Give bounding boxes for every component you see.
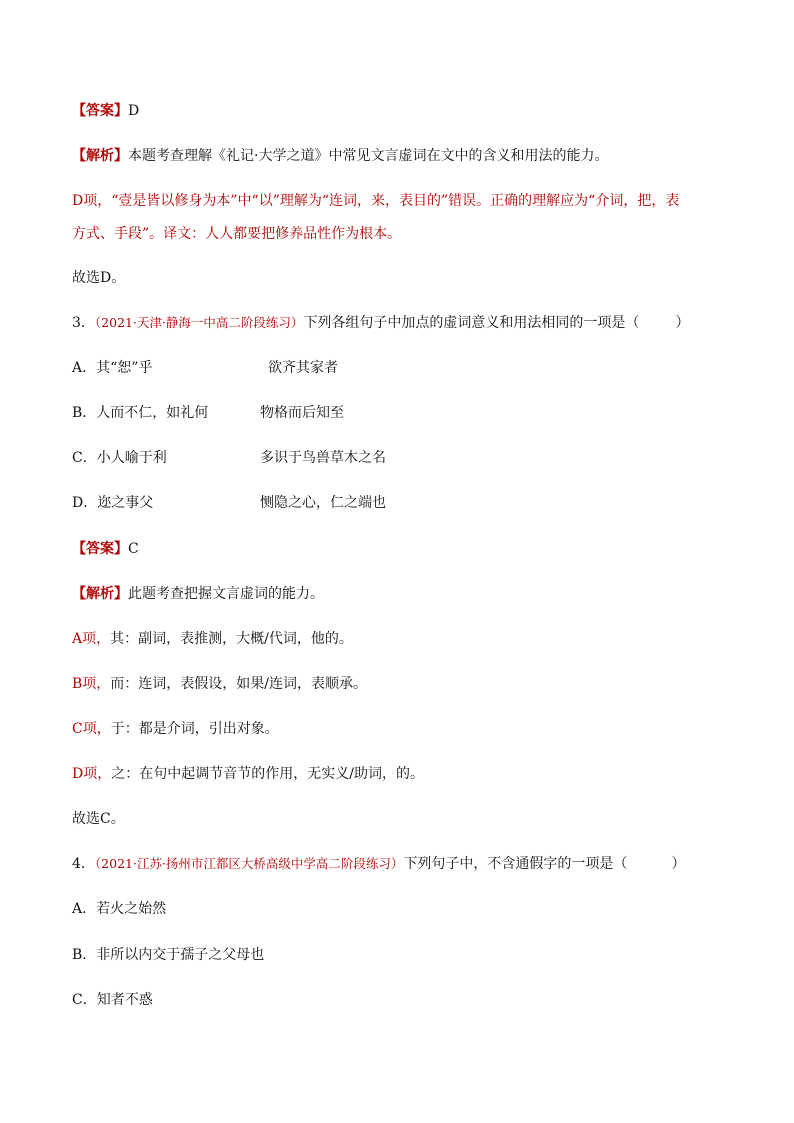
option-label: B． xyxy=(72,405,97,421)
answer-tag: 【答案】 xyxy=(72,541,128,557)
option-right-text: 物格而后知至 xyxy=(260,405,344,421)
item-key: C项， xyxy=(72,721,111,737)
option-label: C． xyxy=(72,450,97,466)
analysis-item-a xyxy=(72,629,353,649)
option-a xyxy=(72,358,338,378)
analysis-line xyxy=(72,584,324,604)
item-text: 之：在句中起调节音节的作用，无实义/助词，的。 xyxy=(111,766,424,782)
item-key: B项， xyxy=(72,676,111,692)
item-key: D项， xyxy=(72,766,112,782)
item-text: 其：副词，表推测，大概/代词，他的。 xyxy=(110,631,353,647)
option-label: C． xyxy=(72,992,97,1008)
explanation-line-1: D项，“壹是皆以修身为本”中“以”理解为“连词，来，表目的”错误。正确的理解应为“介词，把，表 xyxy=(72,193,680,209)
question-text: 下列句子中，不含通假字的一项是（ xyxy=(403,856,628,872)
question-source: （2021·江苏·扬州市江都区大桥高级中学高二阶段练习） xyxy=(94,856,404,871)
question-text: 下列各组句子中加点的虚词意义和用法相同的一项是（ xyxy=(303,315,640,331)
option-left-text: 人而不仁，如礼何 xyxy=(96,405,209,421)
paren-close: ） xyxy=(675,315,690,331)
question-number: 3． xyxy=(72,315,95,331)
conclusion-line: 故选D。 xyxy=(72,270,126,286)
option-right-text: 欲齐其家者 xyxy=(268,360,338,376)
option-b xyxy=(72,945,264,965)
conclusion-line: 故选C。 xyxy=(72,811,125,827)
option-label: A． xyxy=(72,901,97,917)
option-text: 非所以内交于孺子之父母也 xyxy=(96,947,265,963)
option-left-text: 小人喻于利 xyxy=(96,450,167,466)
analysis-tag: 【解析】 xyxy=(72,148,128,164)
analysis-item-c xyxy=(72,719,279,739)
answer-value: D xyxy=(128,103,140,119)
option-c xyxy=(72,448,386,468)
answer-line xyxy=(72,539,139,559)
option-text: 知者不惑 xyxy=(96,992,153,1008)
paren-close: ） xyxy=(671,856,686,872)
option-label: D． xyxy=(72,495,98,511)
question-4-stem xyxy=(72,854,685,874)
explanation-line-2: 方式、手段”。译文：人人都要把修养品性作为根本。 xyxy=(72,226,402,242)
option-c xyxy=(72,990,153,1010)
analysis-text: 本题考查理解《礼记·大学之道》中常见文言虚词在文中的含义和用法的能力。 xyxy=(128,148,609,164)
option-left-text: 迩之事父 xyxy=(97,495,154,511)
answer-line xyxy=(72,101,139,121)
analysis-line xyxy=(72,146,608,166)
option-right-text: 恻隐之心，仁之端也 xyxy=(260,495,386,511)
option-a xyxy=(72,899,166,919)
item-text: 而：连词，表假设，如果/连词，表顺承。 xyxy=(110,676,368,692)
analysis-tag: 【解析】 xyxy=(72,586,128,602)
option-d xyxy=(72,493,386,513)
item-key: A项， xyxy=(72,631,111,647)
question-3-stem xyxy=(72,313,689,333)
option-label: A． xyxy=(72,360,97,376)
question-source: （2021·天津·静海一中高二阶段练习） xyxy=(94,315,304,330)
answer-value: C xyxy=(128,541,139,557)
analysis-text: 此题考查把握文言虚词的能力。 xyxy=(128,586,324,602)
option-label: B． xyxy=(72,947,97,963)
answer-tag: 【答案】 xyxy=(72,103,128,119)
option-b xyxy=(72,403,344,423)
analysis-item-b xyxy=(72,674,367,694)
option-right-text: 多识于鸟兽草木之名 xyxy=(260,450,386,466)
analysis-item-d xyxy=(72,764,424,784)
item-text: 于：都是介词，引出对象。 xyxy=(110,721,279,737)
question-number: 4． xyxy=(72,856,95,872)
option-left-text: 其“恕”乎 xyxy=(96,360,153,376)
option-text: 若火之始然 xyxy=(96,901,167,917)
